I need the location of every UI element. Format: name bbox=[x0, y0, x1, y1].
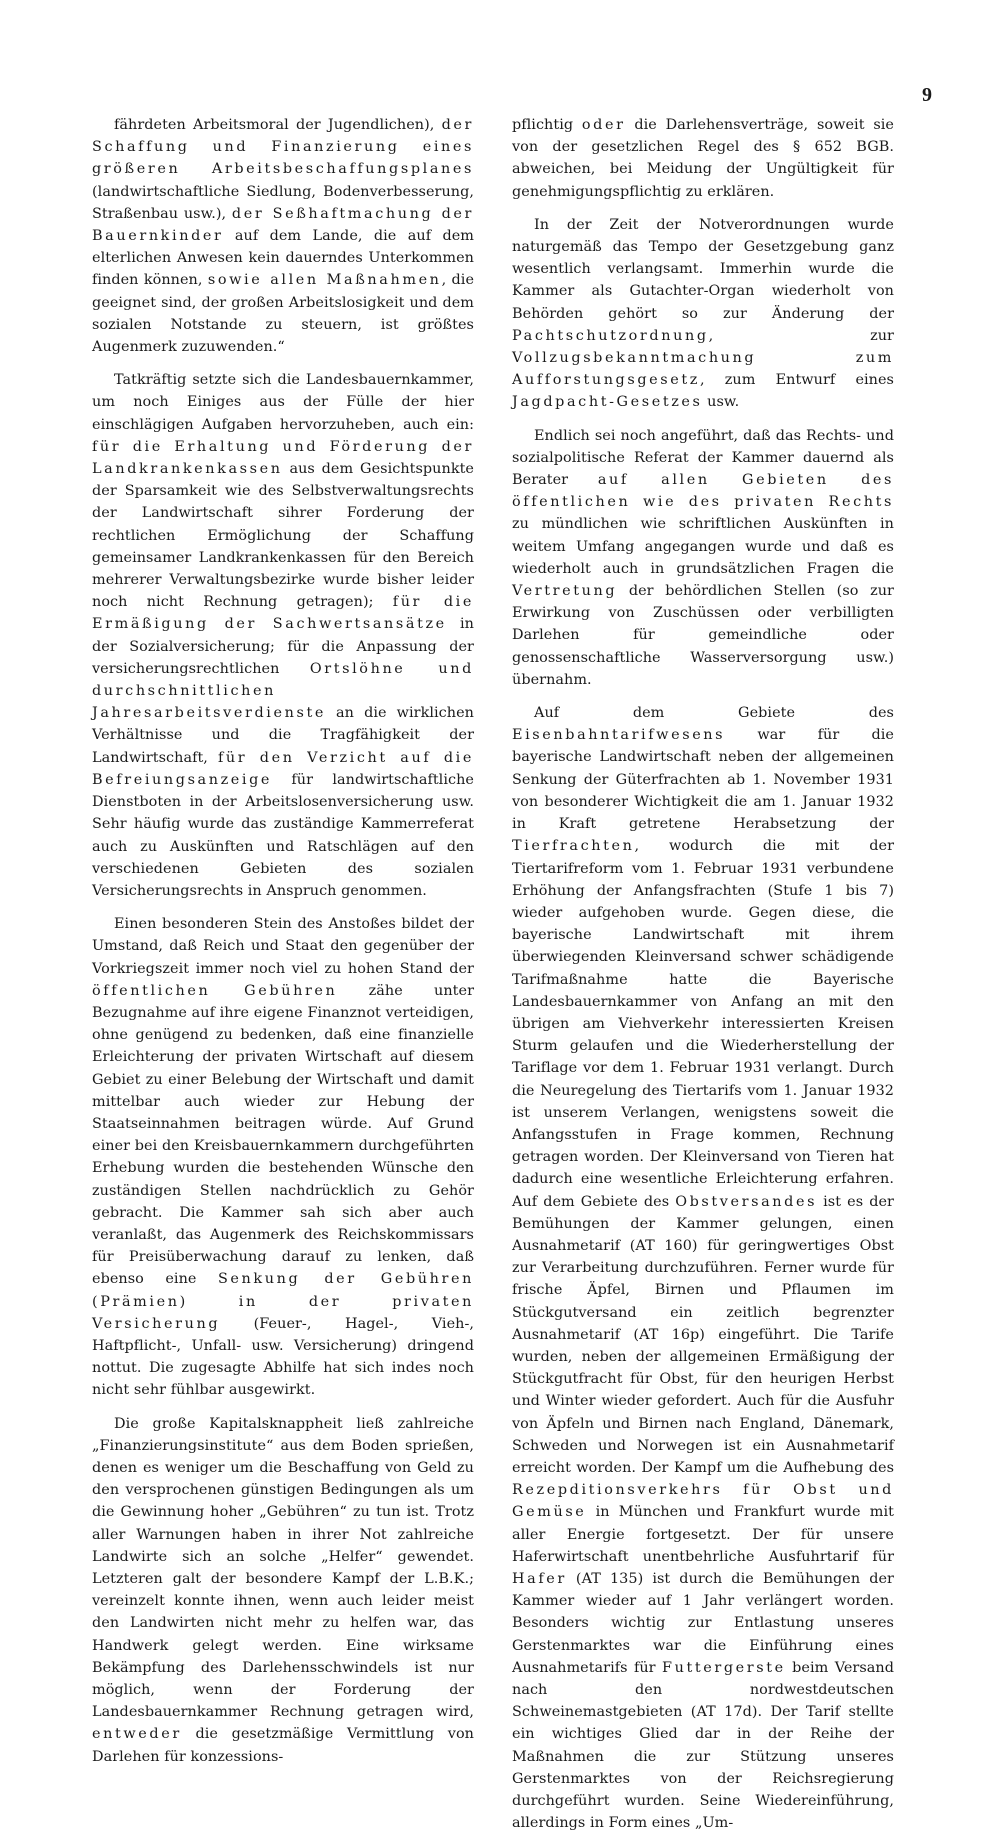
emphasized-text: Tierfrachten bbox=[512, 838, 635, 855]
text-segment: beim Versand nach den nordwestdeutschen Schweinemastgebieten (AT 17d). Der Tarif stellte ein wichtiges Glied dar in der Reihe der Maßnahmen die zur Stützung unseres Gerstenmarktes von der Reichsregierung durchgeführt wurden. Seine Wiedereinführung, allerdings in Form eines „Um- bbox=[512, 1659, 895, 1832]
emphasized-text: Pachtschutzordnung bbox=[512, 327, 709, 344]
emphasized-text: Hafer bbox=[512, 1571, 567, 1587]
paragraph bbox=[512, 702, 894, 1834]
emphasized-text: öffentlichen Gebühren bbox=[92, 982, 338, 999]
emphasized-text: für die Erhaltung und Förderung der Landkrankenkassen bbox=[92, 438, 474, 478]
text-segment: aus dem Gesichtspunkte der Sparsamkeit wie des Selbstverwaltungsrechts der Landwirtschaft sihrer Forderung der rechtlichen Ermöglichung der Schaffung gemeinsamer Landkrankenkassen für den Bereich mehrerer Verwaltungsbezirke wurde bisher leider noch nicht Rechnung getragen); bbox=[92, 461, 474, 611]
text-segment: die Darlehensverträge, soweit sie von der gesetzlichen Regel des § 652 BGB. abweichen, bei Meidung der Ungültigkeit für genehmigungspflichtig zu erklären. bbox=[512, 117, 894, 200]
right-column bbox=[512, 114, 894, 1834]
text-segment: in der Sozialversicherung; für die Anpassung der versicherungsrechtlichen bbox=[92, 616, 474, 677]
paragraph bbox=[92, 913, 474, 1401]
text-segment: die gesetzmäßige Vermittlung von Darlehen für konzessions- bbox=[92, 1726, 474, 1765]
text-segment: usw. bbox=[702, 394, 740, 411]
text-segment: Die große Kapitalsknappheit ließ zahlreiche „Finanzierungsinstitute“ aus dem Boden sprießen, denen es weniger um die Beschaffung von Geld zu den versprochenen günstigen Bedingungen als um die Gewinnung hoher „Gebühren“ zu tun ist. Trotz aller Warnungen haben in ihrer Not zahlreiche Landwirte sich an solche „Helfer“ gewendet. Letzteren galt der besondere Kampf der L.B.K.; vereinzelt konnte ihnen, wenn auch leider meist den Landwirten nicht mehr zu helfen war, das Handwerk gelegt werden. Eine wirksame Bekämpfung des Darlehensschwindels ist nur möglich, wenn der Forderung der Landesbauernkammer Rechnung getragen wird, bbox=[92, 1415, 474, 1721]
text-segment: (AT 135) ist durch die Bemühungen der Kammer wieder auf 1 Jahr verlängert worden. Besonders wichtig zur Entlastung unseres Gerstenmarktes war die Einführung eines Ausnahmetarifs für bbox=[512, 1571, 894, 1676]
text-segment: Einen besonderen Stein des Anstoßes bildet der Umstand, daß Reich und Staat den gegenüber der Vorkriegszeit immer noch viel zu hohen Stand der bbox=[92, 916, 474, 977]
paragraph bbox=[92, 369, 474, 902]
text-segment: , zum Entwurf eines bbox=[699, 372, 894, 389]
text-segment: (Feuer-, Hagel-, Vieh-, Haftpflicht-, Unfall- usw. Versicherung) dringend nottut. Die zugesagte Abhilfe hat sich indes noch nicht sehr fühlbar ausgewirkt. bbox=[92, 1315, 474, 1399]
emphasized-text: für die Ermäßigung der Sachwertsansätze bbox=[92, 594, 474, 633]
text-segment: war für die bayerische Landwirtschaft neben der allgemeinen Senkung der Güterfrachten ab 1. November 1931 von besonderer Wichtigkeit die am 1. Januar 1932 in Kraft getretene Herabsetzung der bbox=[512, 727, 894, 833]
text-segment: , die geeignet sind, der großen Arbeitslosigkeit und dem sozialen Notstande zu steuern, ist größtes Augenmerk zuzuwenden.“ bbox=[92, 272, 475, 356]
emphasized-text: für den Verzicht auf die Befreiungsanzeige bbox=[92, 749, 474, 788]
text-segment: in München und Frankfurt wurde mit aller Energie fortgesetzt. Der für unsere Haferwirtschaft unentbehrliche Ausfuhrtarif für bbox=[512, 1504, 894, 1565]
emphasized-text: der Schaffung und Finanzierung eines größeren Arbeitsbeschaffungsplanes bbox=[92, 117, 474, 178]
emphasized-text: auf allen Gebieten des öffentlichen wie des privaten Rechts bbox=[512, 472, 894, 511]
paragraph bbox=[92, 114, 474, 358]
text-segment: In der Zeit der Notverordnungen wurde naturgemäß das Tempo der Gesetzgebung ganz wesentlich verlangsamt. Immerhin wurde die Kammer als Gutachter-Organ wiederholt von Behörden gehört so zur Änderung der bbox=[512, 216, 894, 322]
left-column bbox=[92, 114, 474, 1768]
text-segment: ist es der Bemühungen der Kammer gelungen, einen Ausnahmetarif (AT 160) für geringwertiges Obst zur Verarbeitung durchzuführen. Ferner wurde für frische Äpfel, Birnen und Pflaumen im Stückgutversand ein zeitlich begrenzter Ausnahmetarif (AT 16p) eingeführt. Die Tarife wurden, neben der allgemeinen Ermäßigung der Stückgutfracht für Obst, für den heurigen Herbst und Winter wieder gefordert. Auch für die Ausfuhr von Äpfeln und Birnen nach England, Dänemark, Schweden und Norwegen ist ein Ausnahmetarif erreicht worden. Der Kampf um die Aufhebung des bbox=[512, 1193, 894, 1476]
text-segment: der behördlichen Stellen (so zur Erwirkung von Zuschüssen oder verbilligten Darlehen für gemeindliche oder genossenschaftliche Wasserversorgung usw.) übernahm. bbox=[512, 583, 894, 688]
emphasized-text: der Seßhaftmachung der Bauernkinder bbox=[92, 205, 474, 245]
text-segment: pflichtig bbox=[512, 117, 582, 133]
text-segment: zähe unter Bezugnahme auf ihre eigene Finanznot verteidigen, ohne genügend zu bedenken, daß eine finanzielle Erleichterung der privaten Wirtschaft auf diesem Gebiet zu einer Belebung der Wirtschaft und damit mittelbar auch wieder zur Hebung der Staatseinnahmen beitragen würde. Auf Grund einer bei den Kreisbauernkammern durchgeführten Erhebung wurden die bestehenden Wünsche den zuständigen Stellen nachdrücklich zu Gehör gebracht. Die Kammer sah sich aber auch veranlaßt, das Augenmerk des Reichskommissars für Preisüberwachung darauf zu lenken, daß ebenso eine bbox=[92, 982, 474, 1288]
page-number: 9 bbox=[922, 84, 932, 106]
text-segment: Tatkräftig setzte sich die Landesbauernkammer, um noch Einiges aus der Fülle der hier einschlägigen Aufgaben hervorzuheben, auch ein: bbox=[92, 372, 474, 433]
text-segment: an die wirklichen Verhältnisse und die Tragfähigkeit der Landwirtschaft, bbox=[92, 705, 474, 766]
text-segment: zu mündlichen wie schriftlichen Auskünften in weitem Umfang angegangen wurde und daß es wiederholt auch in grundsätzlichen Fragen die bbox=[512, 516, 894, 577]
emphasized-text: Senkung der Gebühren (Prämien) in der privaten Versicherung bbox=[92, 1271, 475, 1332]
emphasized-text: Jagdpacht-Gesetzes bbox=[512, 394, 703, 411]
text-segment: für landwirtschaftliche Dienstboten in der Arbeitslosenversicherung usw. Sehr häufig wurde das zuständige Kammerreferat auch zu Auskünften und Ratschlägen auf den verschiedenen Gebieten des sozialen Versicherungsrechts in Anspruch genommen. bbox=[92, 771, 474, 899]
text-segment: auf dem Lande, die auf dem elterlichen Anwesen kein dauerndes Unterkommen finden können, bbox=[92, 228, 474, 289]
emphasized-text: Vollzugsbekanntmachung zum Aufforstungsgesetz bbox=[512, 350, 894, 389]
emphasized-text: Eisenbahntarifwesens bbox=[512, 727, 726, 744]
emphasized-text: Ortslöhne und durchschnittlichen Jahresarbeitsverdienste bbox=[92, 660, 474, 722]
text-segment: Auf dem Gebiete des bbox=[534, 705, 894, 722]
paragraph bbox=[512, 114, 894, 203]
paragraph bbox=[92, 1413, 474, 1768]
text-segment: , wodurch die mit der Tiertarifreform vom 1. Februar 1931 verbundene Erhöhung der Anfangsfrachten (Stufe 1 bis 7) wieder aufgehoben wurde. Gegen diese, die bayerische Landwirtschaft mit ihrem überwiegenden Kleinversand schwer schädigende Tarifmaßnahme hatte die Bayerische Landesbauernkammer von Anfang an mit den übrigen am Viehverkehr interessierten Kreisen Sturm gelaufen und die Wiederherstellung der Tariflage vor dem 1. Februar 1931 verlangt. Durch die Neuregelung des Tiertarifs vom 1. Januar 1932 ist unserem Verlangen, wenigstens soweit die Anfangsstufen in Frage kommen, Rechnung getragen worden. Der Kleinversand von Tieren hat dadurch eine wesentliche Erleichterung erfahren. Auf dem Gebiete des bbox=[512, 838, 894, 1210]
emphasized-text: Vertretung bbox=[512, 583, 618, 600]
emphasized-text: oder bbox=[581, 117, 626, 133]
emphasized-text: sowie allen Maßnahmen bbox=[207, 272, 442, 289]
paragraph bbox=[512, 425, 894, 691]
paragraph bbox=[512, 214, 894, 414]
text-segment: fährdeten Arbeitsmoral der Jugendlichen), bbox=[114, 117, 442, 133]
emphasized-text: entweder bbox=[92, 1726, 182, 1743]
emphasized-text: Futtergerste bbox=[662, 1659, 786, 1676]
text-segment: (landwirtschaftliche Siedlung, Bodenverbesserung, Straßenbau usw.), bbox=[92, 183, 474, 222]
emphasized-text: Obstversandes bbox=[675, 1193, 818, 1210]
text-segment: Endlich sei noch angeführt, daß das Rechts- und sozialpolitische Referat der Kammer dauernd als Berater bbox=[512, 427, 894, 489]
text-segment: , zur bbox=[708, 327, 894, 344]
emphasized-text: Rezepditionsverkehrs für Obst und Gemüse bbox=[512, 1482, 894, 1521]
